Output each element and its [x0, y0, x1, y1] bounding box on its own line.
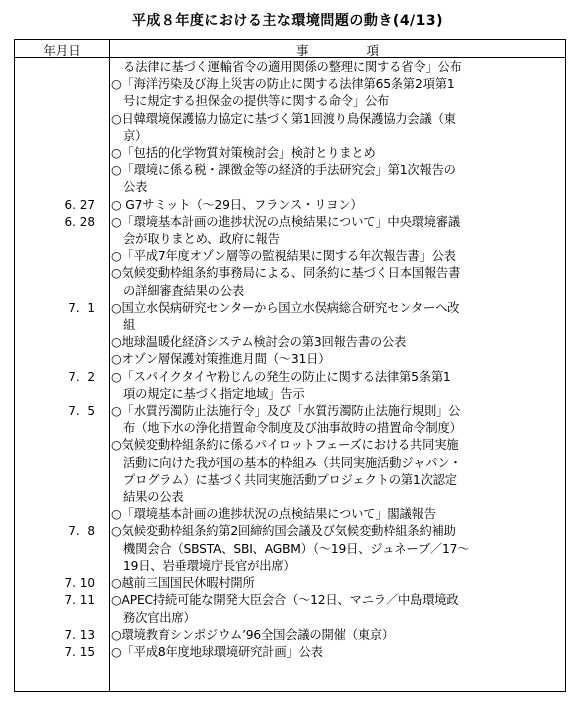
item-line: 19日、岩垂環境庁長官が出席）	[123, 558, 296, 573]
item-line: ○気候変動枠組条約事務局による、同条約に基づく日本国報告書	[111, 266, 461, 281]
row-date: 7. 5	[68, 404, 95, 419]
item-line: 活動に向けた我が国の基本的枠組み（共同実施活動ジャパン・	[123, 455, 462, 470]
table-row	[15, 214, 565, 248]
row-date: 7. 13	[64, 627, 95, 642]
item-line: プログラム）に基づく共同実施活動プロジェクトの第1次認定	[123, 472, 457, 487]
row-item	[111, 214, 557, 248]
item-line: ○国立水俣病研究センターから国立水俣病総合研究センターへ改	[111, 300, 460, 315]
item-line: の詳細審査結果の公表	[123, 283, 244, 298]
row-item	[111, 334, 557, 351]
item-line: 項の規定に基づく指定地域」告示	[123, 386, 305, 401]
table-row	[15, 111, 565, 145]
table-row	[15, 197, 565, 214]
row-date: 7. 10	[64, 576, 95, 591]
table-row	[15, 592, 565, 626]
item-line: 機関会合（SBSTA、SBI、AGBM）（～19日、ジュネーブ／17～	[123, 541, 470, 556]
item-line: ○日韓環境保護協力協定に基づく第1回渡り鳥保護協力会議（東	[111, 111, 456, 126]
row-date: 6. 28	[64, 214, 95, 229]
row-date	[15, 265, 109, 299]
row-date	[15, 248, 109, 265]
item-line: ○環境教育シンポジウム’96全国会議の開催（東京）	[111, 627, 395, 642]
item-line: 号に規定する担保金の提供等に関する命令」公布	[123, 94, 390, 109]
row-item	[111, 197, 557, 214]
item-line: 布（地下水の浄化措置命令制度及び油事故時の措置命令制度）	[123, 421, 462, 436]
item-line: 結果の公表	[123, 490, 184, 505]
table-row	[15, 265, 565, 299]
table-row	[15, 351, 565, 368]
row-date: 7. 2	[68, 369, 95, 384]
table-body	[15, 59, 565, 661]
row-date	[15, 111, 109, 145]
row-date: 7. 15	[64, 644, 95, 659]
row-item	[111, 575, 557, 592]
page-title: 平成８年度における主な環境問題の動き(4/13)	[131, 13, 444, 29]
item-line: ○「包括的化学物質対策検討会」検討とりまとめ	[111, 146, 376, 161]
item-line: 会が取りまとめ、政府に報告	[123, 232, 280, 247]
table-row	[15, 59, 565, 76]
item-line: ○越前三国国民休暇村開所	[111, 576, 255, 591]
table-row	[15, 437, 565, 506]
header-item: 事項	[295, 43, 437, 58]
row-item	[111, 145, 557, 162]
item-line: ○「環境基本計画の進捗状況の点検結果について」中央環境審議	[111, 214, 460, 229]
item-line: 公表	[123, 180, 148, 195]
row-date: 7. 1	[68, 300, 95, 315]
row-item	[111, 523, 557, 575]
item-line: ○気候変動枠組条約第2回締約国会議及び気候変動枠組条約補助	[111, 524, 456, 539]
table-row	[15, 575, 565, 592]
item-line: ○「平成7年度オゾン層等の監視結果に関する年次報告書」公表	[111, 249, 456, 264]
row-item	[111, 403, 557, 437]
item-line: ○気候変動枠組条約に係るパイロットフェーズにおける共同実施	[111, 438, 459, 453]
row-date: 6. 27	[64, 197, 95, 212]
item-line: ○「水質汚濁防止法施行令」及び「水質汚濁防止法施行規則」公	[111, 404, 461, 419]
item-line: る法律に基づく運輸省令の適用関係の整理に関する省令」公布	[123, 60, 462, 74]
table-row	[15, 369, 565, 403]
item-line: ○「環境に係る税・課徴金等の経済的手法研究会」第1次報告の	[111, 163, 456, 178]
row-date: 7. 8	[68, 524, 95, 539]
row-item	[111, 248, 557, 265]
row-date	[15, 351, 109, 368]
item-line: ○地球温暖化経済システム検討会の第3回報告書の公表	[111, 335, 407, 350]
row-item	[111, 59, 557, 76]
row-item	[111, 265, 557, 299]
table-row	[15, 506, 565, 523]
table-row	[15, 334, 565, 351]
item-line: 組	[123, 318, 136, 333]
table-row	[15, 627, 565, 644]
item-line: ○APEC持続可能な開発大臣会合（～12日、マニラ／中島環境政	[111, 593, 459, 608]
table-row	[15, 162, 565, 196]
row-item	[111, 369, 557, 403]
table-row	[15, 145, 565, 162]
row-item	[111, 351, 557, 368]
row-item	[111, 592, 557, 626]
item-line: ○オゾン層保護対策推進月間（～31日）	[111, 352, 331, 367]
row-date	[15, 145, 109, 162]
table-row	[15, 403, 565, 437]
row-item	[111, 111, 557, 145]
row-item	[111, 644, 557, 661]
row-date: 7. 11	[64, 593, 95, 608]
row-item	[111, 627, 557, 644]
row-item	[111, 300, 557, 334]
events-table	[14, 39, 566, 692]
row-item	[111, 162, 557, 196]
item-line: 務次官出席）	[123, 610, 196, 625]
header-date: 年月日	[43, 43, 81, 58]
item-line: ○「平成8年度地球環境研究計画」公表	[111, 644, 323, 659]
row-date	[15, 76, 109, 110]
row-item	[111, 437, 557, 506]
item-line: ○「スパイクタイヤ粉じんの発生の防止に関する法律第5条第1	[111, 369, 451, 384]
row-date	[15, 162, 109, 196]
table-row	[15, 523, 565, 575]
row-date	[15, 506, 109, 523]
item-line: ○ G7サミット（～29日、フランス・リヨン）	[111, 197, 363, 212]
table-header	[15, 40, 565, 58]
row-date	[15, 437, 109, 506]
row-date	[15, 59, 109, 76]
table-row	[15, 644, 565, 661]
item-line: 京）	[123, 128, 148, 143]
row-item	[111, 76, 557, 110]
item-line: ○「海洋汚染及び海上災害の防止に関する法律第65条第2項第1	[111, 77, 455, 92]
table-row	[15, 76, 565, 110]
row-item	[111, 506, 557, 523]
row-date	[15, 334, 109, 351]
table-row	[15, 248, 565, 265]
item-line: ○「環境基本計画の進捗状況の点検結果について」閣議報告	[111, 507, 436, 522]
table-row	[15, 300, 565, 334]
